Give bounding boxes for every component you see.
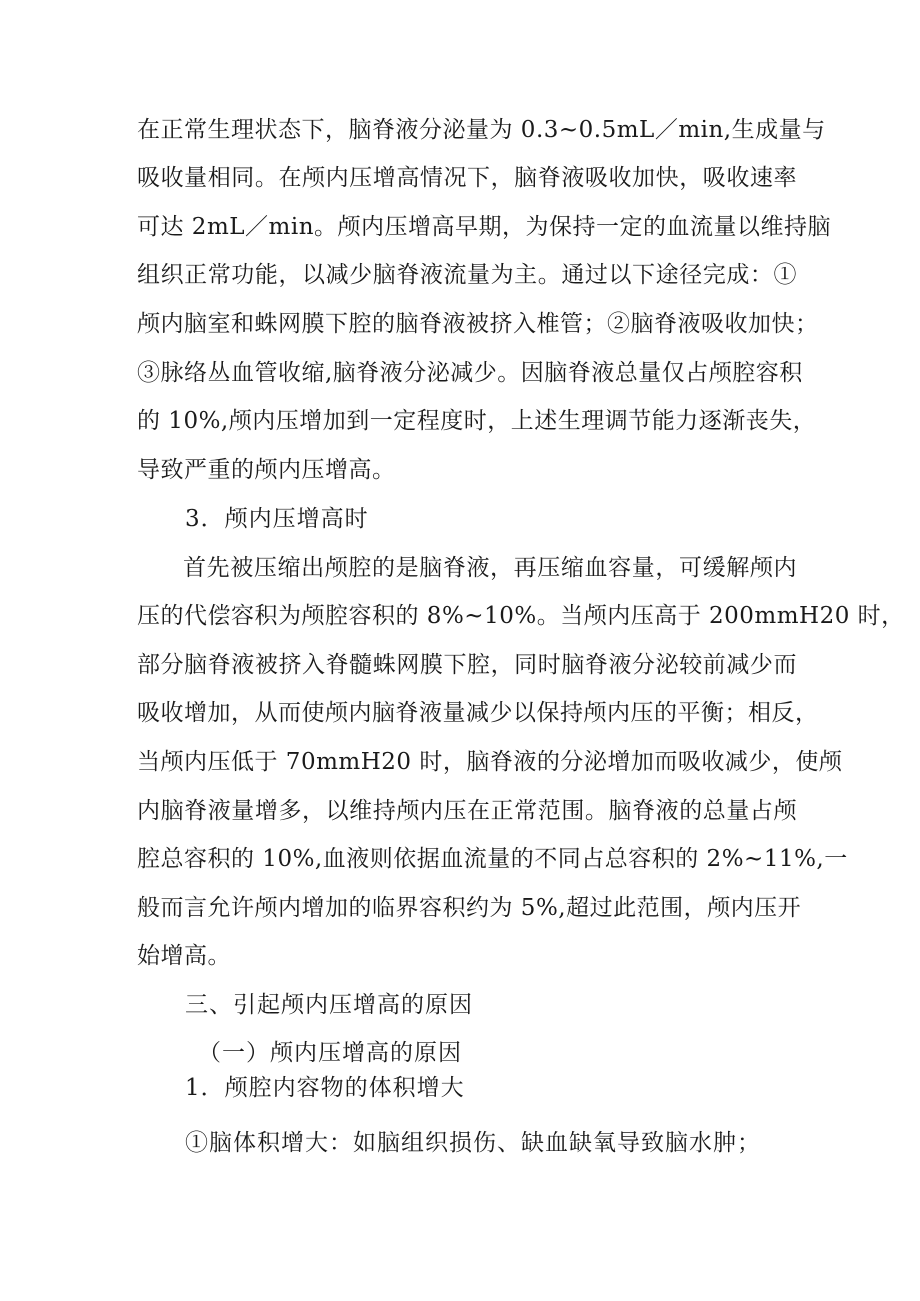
heading-3: 3．颅内压增高时 (185, 506, 369, 532)
text-line: 部分脑脊液被挤入脊髓蛛网膜下腔，同时脑脊液分泌较前减少而 (137, 652, 797, 678)
text-line: 在正常生理状态下，脑脊液分泌量为 0.3~0.5mL／min,生成量与 (137, 117, 826, 143)
text-line: ③脉络丛血管收缩,脑脊液分泌减少。因脑脊液总量仅占颅腔容积 (137, 360, 803, 386)
text-line: 吸收增加，从而使颅内脑脊液量减少以保持颅内压的平衡；相反， (137, 700, 819, 726)
text-line: 始增高。 (137, 943, 231, 969)
text-line: 吸收量相同。在颅内压增高情况下，脑脊液吸收加快，吸收速率 (137, 165, 797, 191)
subsection-heading: （一）颅内压增高的原因 (198, 1040, 462, 1066)
item-heading: 1．颅腔内容物的体积增大 (185, 1075, 465, 1101)
text-line: 腔总容积的 10%,血液则依据血流量的不同占总容积的 2%~11%,一 (137, 846, 848, 872)
text-line: 当颅内压低于 70mmH20 时，脑脊液的分泌增加而吸收减少，使颅 (137, 749, 843, 775)
text-line: 首先被压缩出颅腔的是脑脊液，再压缩血容量，可缓解颅内 (183, 555, 797, 581)
item-text: ①脑体积增大：如脑组织损伤、缺血缺氧导致脑水肿； (185, 1130, 761, 1156)
text-line: 压的代偿容积为颅腔容积的 8%~10%。当颅内压高于 200mmH20 时， (137, 603, 905, 629)
section-heading: 三、引起颅内压增高的原因 (185, 992, 473, 1018)
text-line: 可达 2mL／min。颅内压增高早期，为保持一定的血流量以维持脑 (137, 214, 832, 240)
text-line: 的 10%,颅内压增加到一定程度时，上述生理调节能力逐渐丧失， (137, 408, 817, 434)
text-line: 颅内脑室和蛛网膜下腔的脑脊液被挤入椎管；②脑脊液吸收加快； (137, 311, 819, 337)
text-line: 般而言允许颅内增加的临界容积约为 5%,超过此范围，颅内压开 (137, 895, 802, 921)
text-line: 内脑脊液量增多，以维持颅内压在正常范围。脑脊液的总量占颅 (137, 798, 797, 824)
text-line: 导致严重的颅内压增高。 (137, 457, 396, 483)
text-line: 组织正常功能，以减少脑脊液流量为主。通过以下途径完成：① (137, 262, 797, 288)
